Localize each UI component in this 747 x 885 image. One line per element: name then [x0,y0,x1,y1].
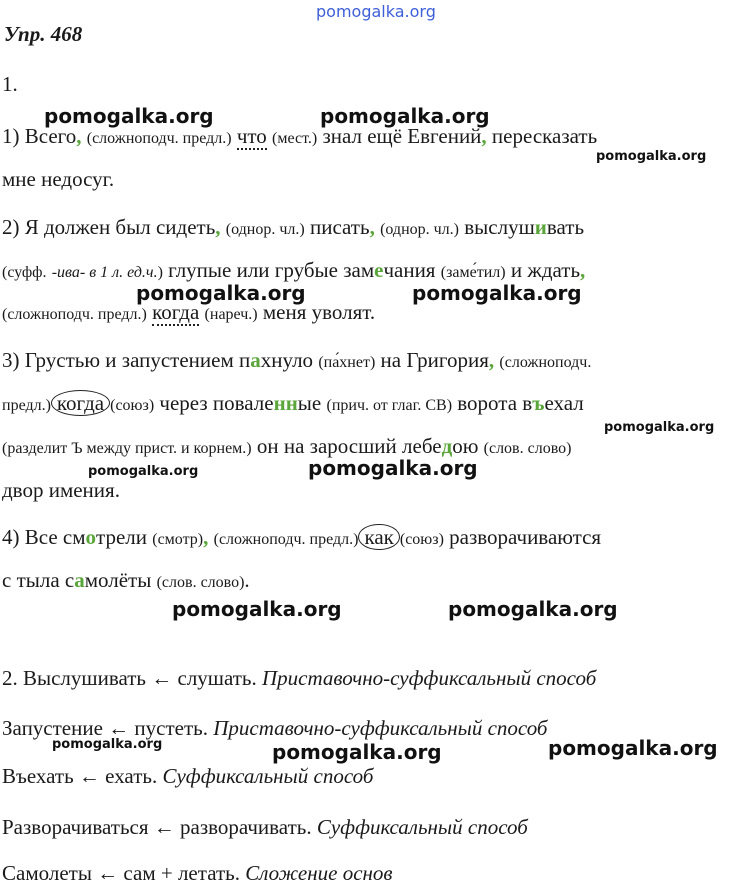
text: молёты [84,568,152,592]
text: выслуш [464,215,535,239]
text: мне недосуг. [2,167,115,191]
annotation: (однор. чл.) [225,221,305,238]
derivation-method: Приставочно-суффиксальный способ [262,666,597,690]
text: знал ещё Евгений [322,124,482,148]
text: ехал [544,391,584,415]
watermark: pomogalka.org [412,281,582,305]
annotation: (слов. слово) [156,574,245,591]
annotation: (сложноподч. [499,354,592,371]
punct-highlight: , [215,215,221,239]
sentence-4-line-1 [2,525,601,552]
annotation: (сложноподч. предл.) [86,130,232,147]
watermark: pomogalka.org [88,464,199,479]
sentence-3-line-3 [2,434,571,461]
annotation: (однор. чл.) [380,221,459,238]
watermark: pomogalka.org [272,740,442,764]
derivation-method: Приставочно-суффиксальный способ [213,716,548,740]
letter-highlight: а [250,348,261,372]
annotation: ) [157,264,163,281]
text: . [244,568,250,592]
derivation-method: Суффиксальный способ [162,764,374,788]
text: 2) Я должен был сидеть [2,215,216,239]
circled-word: как [358,524,399,550]
text: ою [452,434,479,458]
derivation-words: Въехать ← ехать. [2,764,163,788]
annotation: предл.) [2,397,51,414]
watermark: pomogalka.org [308,456,478,480]
annotation: (прич. от глаг. СВ) [326,397,453,414]
derivation-words: Разворачиваться ← разворачивать. [2,815,317,839]
annotation: (союз) [399,531,444,548]
punct-highlight: , [76,124,82,148]
text: ворота в [457,391,533,415]
text: он на заросший лебе [256,434,442,458]
letter-highlight: и [534,215,547,239]
watermark: pomogalka.org [604,420,715,435]
sentence-2-line-2 [2,258,585,285]
watermark: pomogalka.org [172,597,342,621]
annotation: (суфф. [2,264,47,281]
sentence-3-line-2 [2,391,584,418]
letter-highlight: е [374,258,384,282]
punct-highlight: , [580,258,586,282]
punct-highlight: , [481,124,487,148]
derivation-method: Суффиксальный способ [316,815,528,839]
section-number: 1. [2,72,18,96]
text: пересказать [491,124,598,148]
annotation: (союз) [110,397,155,414]
derivation-line [2,861,393,885]
annotation: (сложноподч. предл.) [213,531,359,548]
section-number: 2. [2,666,23,690]
sentence-2-line-1 [2,215,584,242]
annotation: (нареч.) [204,306,258,323]
text: 3) Грустью и запустением п [2,348,251,372]
underlined-word: когда [152,300,200,324]
derivation-line [2,764,373,788]
derivation-method: Сложение основ [245,861,393,885]
text: меня уволят. [262,300,376,324]
punct-highlight: , [203,525,209,549]
punct-highlight: , [369,215,375,239]
annotation: (слов. слово) [483,440,572,457]
text: на Григория [380,348,489,372]
annotation: (разделит Ъ между прист. и корнем.) [2,440,252,457]
text: и ждать [510,258,581,282]
derivation-line [2,666,596,690]
letter-highlight: а [74,568,85,592]
text: трели [96,525,147,549]
annotation: (мест.) [272,130,318,147]
text: ые [297,391,322,415]
watermark: pomogalka.org [136,281,306,305]
sentence-1-line-1 [2,124,597,151]
watermark-top: pomogalka.org [316,2,436,21]
text: писать [309,215,370,239]
letter-highlight: нн [273,391,298,415]
annotation: -ива- в 1 л. ед.ч. [51,264,158,281]
watermark: pomogalka.org [44,104,214,128]
text: хнуло [260,348,314,372]
text: двор имения. [2,478,120,502]
derivation-words: Запустение ← пустеть. [2,716,214,740]
derivation-words: Выслушивать ← слушать. [23,666,262,690]
derivation-line [2,716,548,740]
text: разворачиваются [449,525,602,549]
text: вать [546,215,585,239]
text: глупые или грубые зам [168,258,375,282]
punct-highlight: , [488,348,495,372]
sentence-3-line-1 [2,348,591,375]
letter-highlight: ъ [532,391,545,415]
underlined-word: что [236,124,267,148]
annotation: (заме́тил) [440,264,506,281]
annotation: (смотр) [152,531,204,548]
letter-highlight: д [441,434,453,458]
text: с тыла с [2,568,75,592]
watermark: pomogalka.org [52,737,163,752]
watermark: pomogalka.org [548,736,718,760]
text: 1) Всего [2,124,77,148]
exercise-title: Упр. 468 [4,22,83,46]
derivation-words: Самолеты ← сам + летать. [2,861,246,885]
watermark: pomogalka.org [448,597,618,621]
circled-word: когда [51,390,110,416]
watermark: pomogalka.org [596,149,707,164]
derivation-line [2,815,528,839]
watermark: pomogalka.org [320,104,490,128]
text: чания [383,258,436,282]
sentence-2-line-3 [2,300,375,327]
sentence-3-line-4 [2,478,120,502]
annotation: (па́хнет) [318,354,376,371]
text: через повале [159,391,274,415]
sentence-4-line-2 [2,568,250,595]
letter-highlight: о [85,525,97,549]
sentence-1-line-2 [2,167,114,191]
annotation: (сложноподч. предл.) [2,306,147,323]
text: 4) Все см [2,525,86,549]
